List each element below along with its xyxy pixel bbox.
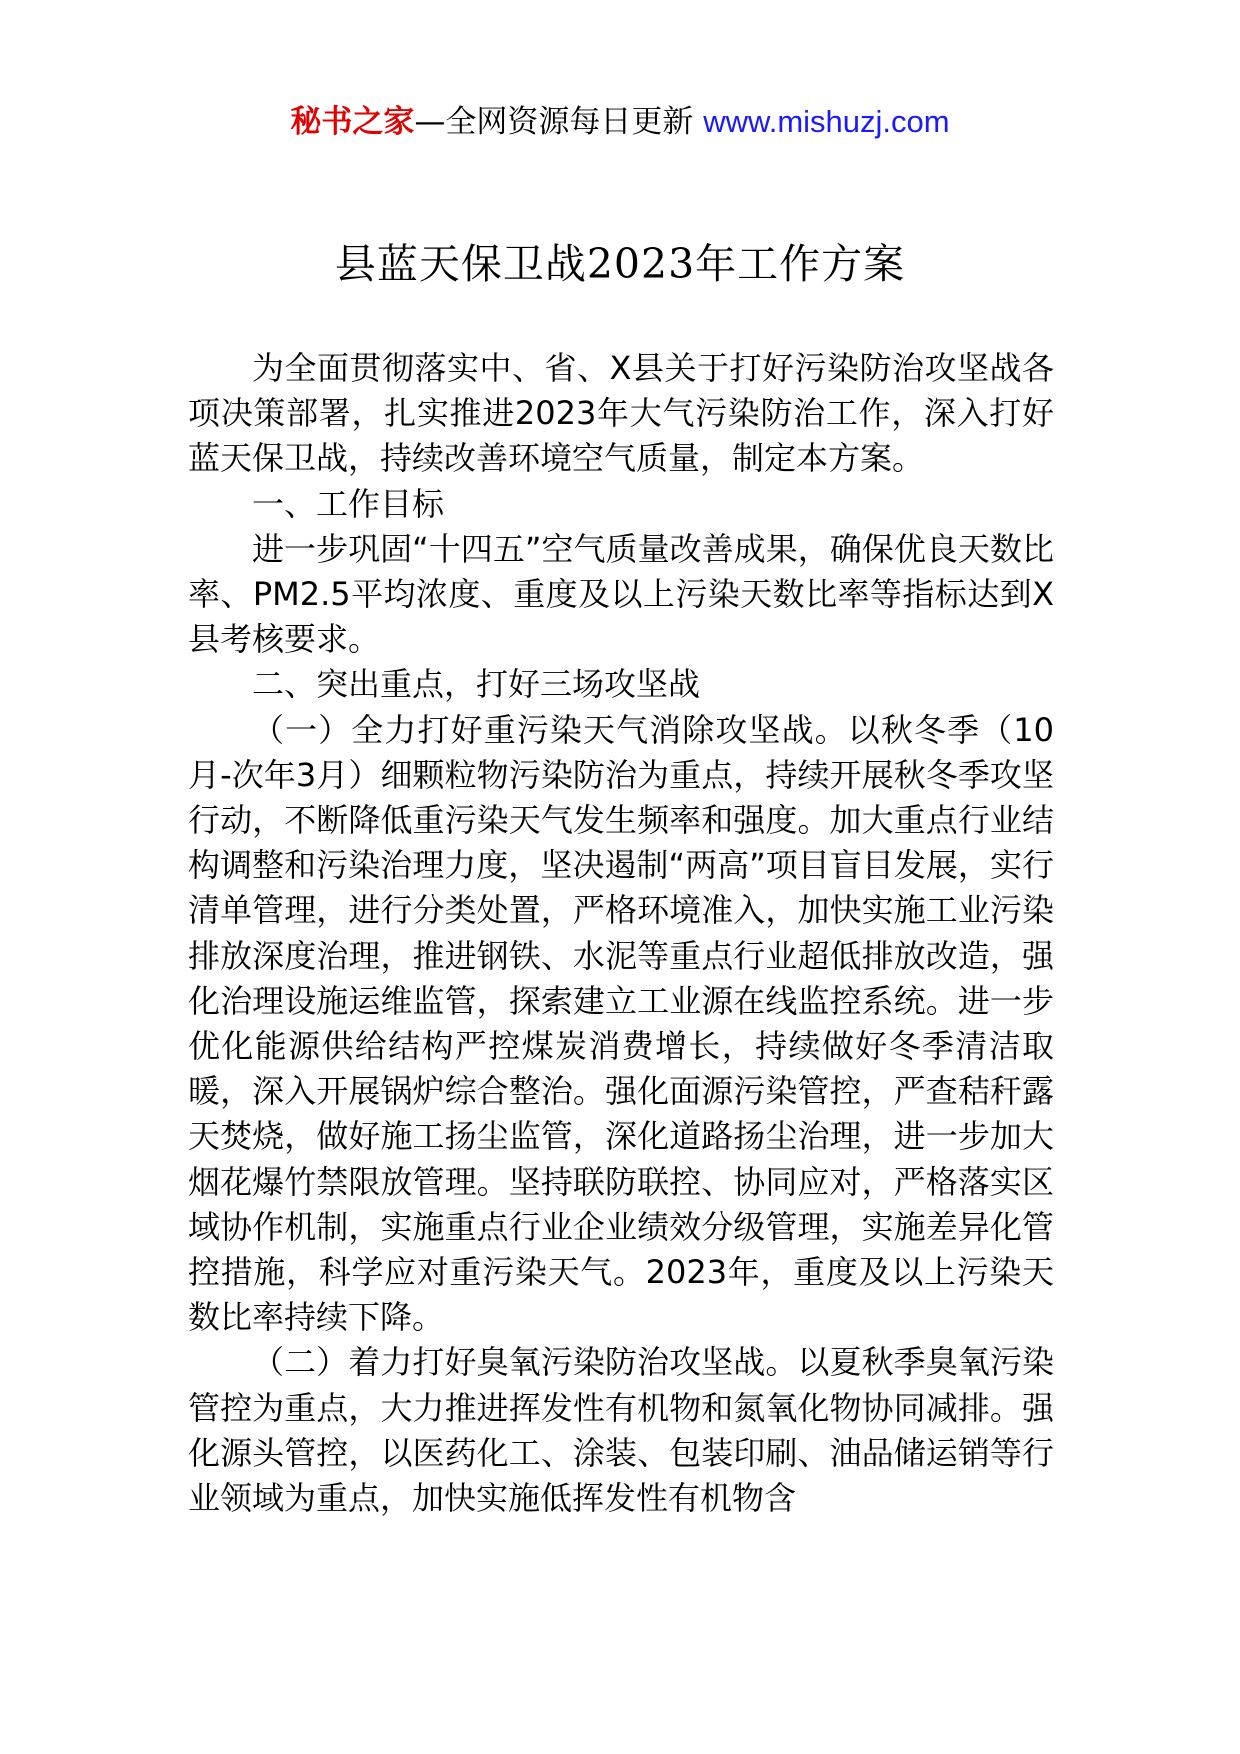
paragraph-ozone: （二）着力打好臭氧污染防治攻坚战。以夏秋季臭氧污染管控为重点，大力推进挥发性有机物和氮氧化物协同减排。强化源头管控，以医药化工、涂装、包装印刷、油品储运销等行业领域为重点，加快实施低挥发性有机物含 [188, 1343, 1054, 1518]
site-url-link[interactable]: www.mishuzj.com [703, 104, 950, 139]
document-body [188, 346, 1054, 1521]
paragraph-intro: 为全面贯彻落实中、省、X县关于打好污染防治攻坚战各项决策部署，扎实推进2023年大气污染防治工作，深入打好蓝天保卫战，持续改善环境空气质量，制定本方案。 [188, 349, 1054, 478]
section-heading-goals: 一、工作目标 [252, 484, 445, 523]
document-title: 县蓝天保卫战2023年工作方案 [334, 240, 906, 288]
brand-name: 秘书之家 [290, 104, 415, 140]
section-heading-priorities: 二、突出重点，打好三场攻坚战 [252, 665, 701, 704]
site-tagline: —全网资源每日更新 [414, 104, 704, 140]
paragraph-goals: 进一步巩固“十四五”空气质量改善成果，确保优良天数比率、PM2.5平均浓度、重度及以上污染天数比率等指标达到X县考核要求。 [188, 529, 1054, 659]
site-header [0, 100, 1240, 144]
paragraph-heavy-pollution: （一）全力打好重污染天气消除攻坚战。以秋冬季（10月‐次年3月）细颗粒物污染防治为重点，持续开展秋冬季攻坚行动，不断降低重污染天气发生频率和强度。加大重点行业结构调整和污染治理力度，坚决遏制“两高”项目盲目发展，实行清单管理，进行分类处置，严格环境准入，加快实施工业污染排放深度治理，推进钢铁、水泥等重点行业超低排放改造，强化治理设施运维监管，探索建立工业源在线监控系统。进一步优化能源供给结构严控煤炭消费增长，持续做好冬季清洁取暖，深入开展锅炉综合整治。强化面源污染管控，严查秸秆露天焚烧，做好施工扬尘监管，深化道路扬尘治理，进一步加大烟花爆竹禁限放管理。坚持联防联控、协同应对，严格落实区域协作机制，实施重点行业企业绩效分级管理，实施差异化管控措施，科学应对重污染天气。2023年，重度及以上污染天数比率持续下降。 [188, 710, 1054, 1337]
